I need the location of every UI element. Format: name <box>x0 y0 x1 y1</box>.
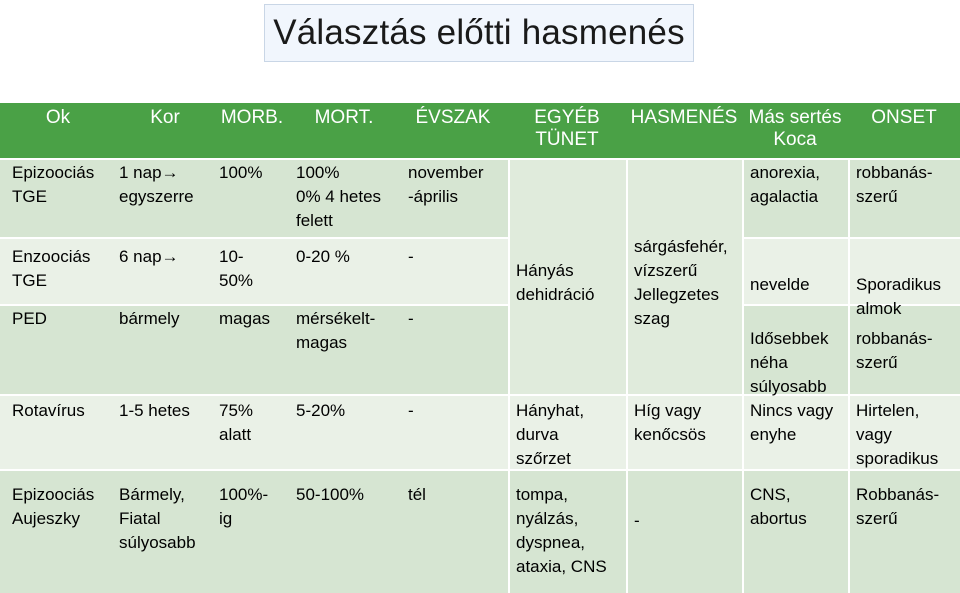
cell-onset: robbanás- szerű <box>856 163 933 206</box>
cell-kor: 1 nap→ egyszerre <box>119 163 194 206</box>
cell-mas: Idősebbek néha súlyosabb <box>750 329 829 396</box>
title-box <box>264 4 694 62</box>
header-mort: MORT. <box>290 103 398 158</box>
cell-onset: robbanás- szerű <box>856 329 933 372</box>
header-kor: Kor <box>116 103 214 158</box>
cell-mort: 50-100% <box>296 485 365 504</box>
cell-mort: mérsékelt- magas <box>296 309 376 352</box>
cell-mas: anorexia, agalactia <box>750 163 820 206</box>
header-evszak: ÉVSZAK <box>398 103 508 158</box>
header-mas: Más sertés Koca <box>742 103 848 158</box>
cell-egyeb: Hányhat, durva szőrzet <box>516 401 585 468</box>
comparison-table <box>0 103 960 593</box>
cell-kor: 6 nap→ <box>119 247 179 266</box>
page-title: Választás előtti hasmenés <box>273 13 685 52</box>
cell-hasmenes: Híg vagy kenőcsös <box>634 401 706 444</box>
cell-mort: 0-20 % <box>296 247 350 266</box>
cell-hasmenes-merged: sárgásfehér, vízszerű Jellegzetes szag <box>634 237 728 328</box>
cell-ok: PED <box>12 309 47 328</box>
cell-mas: nevelde <box>750 275 810 294</box>
cell-kor: bármely <box>119 309 180 328</box>
header-onset: ONSET <box>848 103 960 158</box>
cell-morb: 10- 50% <box>219 247 254 290</box>
header-hasmenes: HASMENÉS <box>626 103 742 158</box>
header-ok: Ok <box>0 103 116 158</box>
cell-morb: 100%- ig <box>219 485 269 528</box>
cell-morb: 100% <box>219 163 263 182</box>
cell-onset: Robbanás- szerű <box>856 485 940 528</box>
cell-evszak: - <box>408 309 414 328</box>
cell-kor: Bármely, Fiatal súlyosabb <box>119 485 196 552</box>
cell-egyeb-merged: Hányás dehidráció <box>516 261 595 304</box>
cell-evszak: - <box>408 401 414 420</box>
cell-ok: Rotavírus <box>12 401 85 420</box>
cell-morb: magas <box>219 309 271 328</box>
cell-ok: Epizoociás TGE <box>12 163 95 206</box>
cell-mort: 100% 0% 4 hetes felett <box>296 163 382 230</box>
cell-evszak: - <box>408 247 414 266</box>
cell-evszak: november -április <box>408 163 484 206</box>
cell-egyeb: tompa, nyálzás, dyspnea, ataxia, CNS <box>516 485 607 576</box>
header-morb: MORB. <box>214 103 290 158</box>
cell-ok: Epizoociás Aujeszky <box>12 485 95 528</box>
cell-morb: 75% alatt <box>219 401 254 444</box>
cell-onset: Hirtelen, vagy sporadikus <box>856 401 939 468</box>
cell-hasmenes: - <box>634 511 640 530</box>
cell-mas: Nincs vagy enyhe <box>750 401 834 444</box>
cell-evszak: tél <box>408 485 426 504</box>
header-egyeb: EGYÉB TÜNET <box>508 103 626 158</box>
cell-ok: Enzoociás TGE <box>12 247 91 290</box>
cell-onset: Sporadikus almok <box>856 275 942 318</box>
cell-mas: CNS, abortus <box>750 485 807 528</box>
cell-kor: 1-5 hetes <box>119 401 190 420</box>
cell-mort: 5-20% <box>296 401 346 420</box>
